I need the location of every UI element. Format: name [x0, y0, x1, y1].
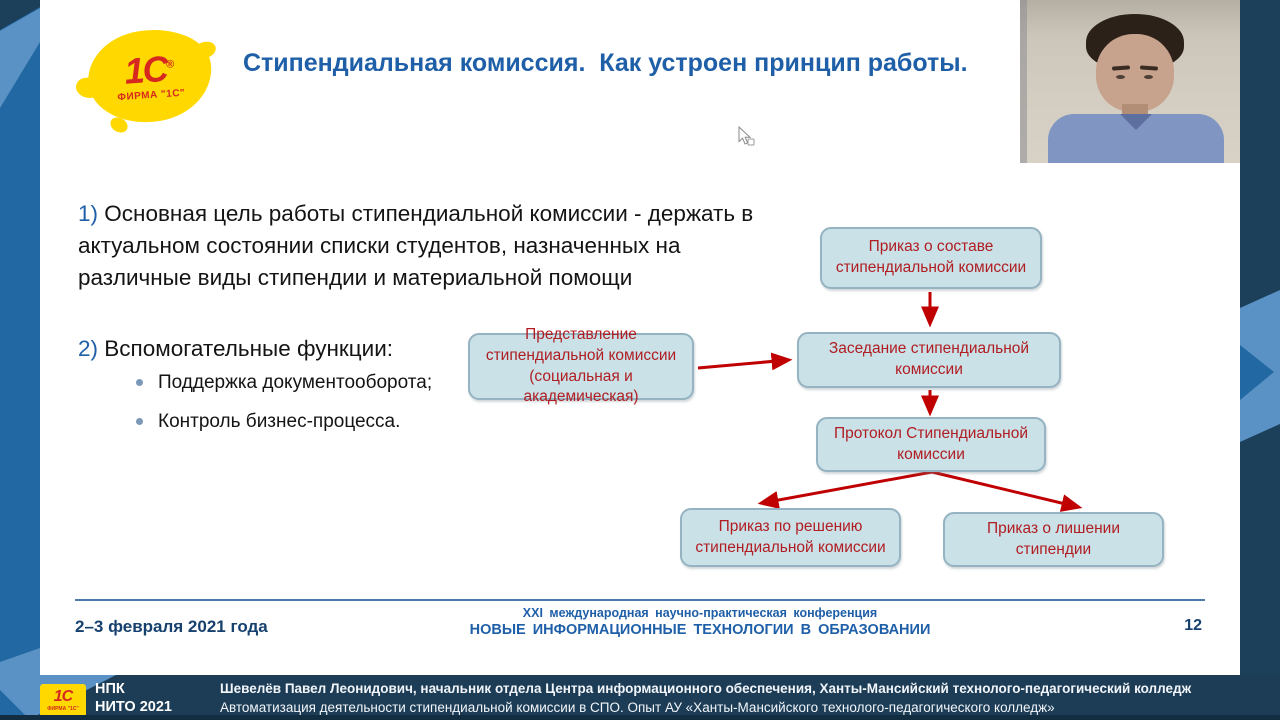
point1-number: 1) — [78, 201, 99, 226]
webcam-edge — [1020, 0, 1027, 163]
list-item — [132, 411, 552, 433]
flow-node-meeting: Заседание стипендиальной комиссии — [797, 332, 1061, 388]
event-badge — [95, 681, 172, 716]
page-number: 12 — [1184, 617, 1202, 634]
bottom-info-bar — [0, 675, 1280, 720]
footer-conference — [420, 606, 980, 638]
right-stripe-decoration — [1240, 0, 1280, 720]
point1-text: Основная цель работы стипендиальной комиссии - держать в актуальном состоянии списки студентов, назначенных на различные виды стипендии и материальной помощи — [78, 201, 754, 290]
slide-title: Стипендиальная комиссия. Как устроен принцип работы. — [243, 49, 968, 77]
left-stripe-decoration — [0, 0, 40, 720]
flow-node-protocol: Протокол Стипендиальной комиссии — [816, 417, 1046, 472]
event-line1: НПК — [95, 681, 125, 697]
logo-brand-text: 1С — [53, 688, 73, 705]
footer-date: 2–3 февраля 2021 года — [75, 617, 268, 636]
bullet-dot-icon — [136, 418, 143, 425]
speaker-name-line: Шевелёв Павел Леонидович, начальник отдела Центра информационного обеспечения, Ханты-Мансийский технолого-педагогический колледж — [220, 681, 1192, 696]
bar-bottom-edge — [0, 715, 1280, 720]
mouse-cursor-icon — [736, 126, 756, 148]
flow-node-order-deprivation: Приказ о лишении стипендии — [943, 512, 1164, 567]
speaker-info — [220, 679, 1230, 717]
speaker-face — [1096, 34, 1174, 112]
logo-sub-text: ФИРМА "1С" — [47, 706, 79, 712]
point2-number: 2) — [78, 336, 99, 361]
left-stripe-light-bottom — [0, 648, 40, 675]
flow-node-submission: Представление стипендиальной комиссии (социальная и академическая) — [468, 333, 694, 400]
point2-text: Вспомогательные функции: — [98, 336, 394, 361]
list-item-label: Контроль бизнес-процесса. — [158, 411, 401, 432]
talk-topic-line: Автоматизация деятельности стипендиальной комиссии в СПО. Опыт АУ «Ханты-Мансийского технолого-педагогического колледж» — [220, 700, 1055, 716]
bullet-dot-icon — [136, 379, 143, 386]
conference-line2: НОВЫЕ ИНФОРМАЦИОННЫЕ ТЕХНОЛОГИИ В ОБРАЗОВАНИИ — [469, 622, 931, 638]
footer-divider — [75, 599, 1205, 601]
list-item-label: Поддержка документооборота; — [158, 372, 433, 393]
speaker-eye — [1116, 75, 1125, 79]
logo-sub-text: ФИРМА "1С" — [117, 87, 186, 103]
conference-line1: XXI международная научно-практическая конференция — [522, 606, 878, 620]
flow-node-order-decision: Приказ по решению стипендиальной комиссии — [680, 508, 901, 567]
registered-mark: ® — [165, 57, 175, 71]
webcam-video — [1020, 0, 1240, 163]
speaker-eye — [1144, 75, 1153, 79]
main-goal-paragraph — [78, 198, 793, 294]
logo-brand-text: 1С® — [123, 47, 175, 92]
flow-node-order-composition: Приказ о составе стипендиальной комиссии — [820, 227, 1042, 289]
firm-1c-logo — [76, 20, 226, 138]
event-line2: НИТО 2021 — [95, 698, 172, 715]
firm-1c-logo-small — [40, 684, 86, 717]
